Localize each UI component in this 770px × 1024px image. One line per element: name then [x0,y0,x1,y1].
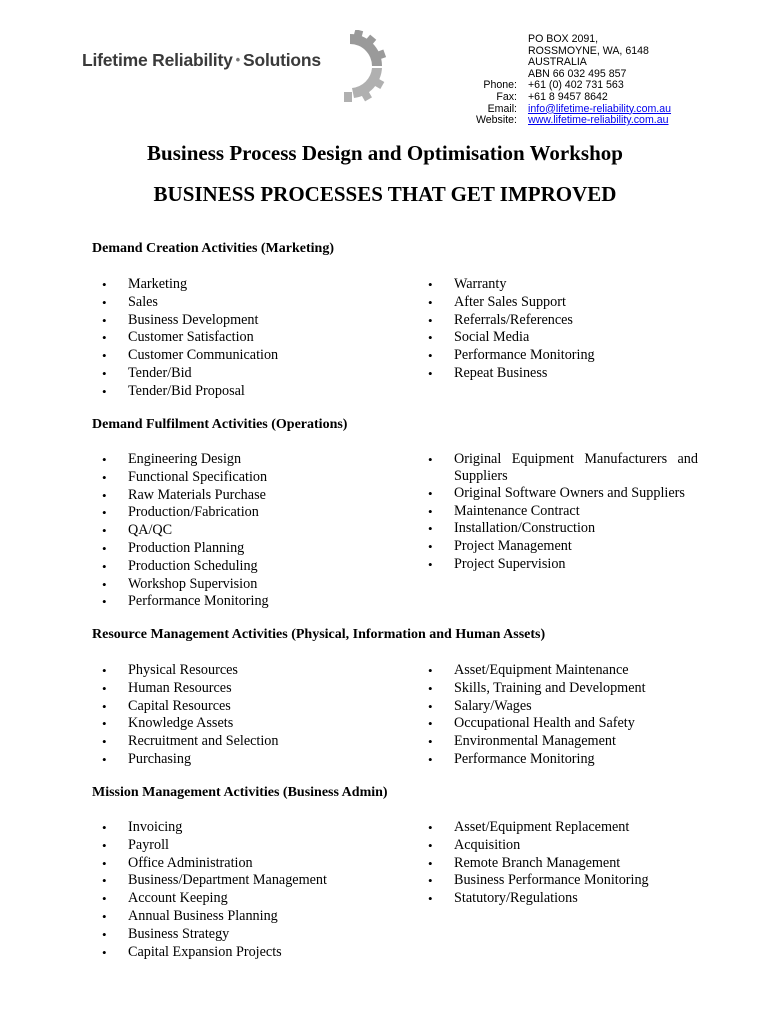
section-heading-mission-management: Mission Management Activities (Business Admin) [92,785,388,800]
list-item: • Original Equipment Manufacturers and Suppliers [418,451,698,485]
list-item: • Recruitment and Selection [92,733,392,751]
list-item: • Account Keeping [92,890,392,908]
section-heading-demand-fulfilment: Demand Fulfilment Activities (Operations) [92,417,348,432]
demand-creation-right-list [418,276,698,383]
address-line: PO BOX 2091, [528,33,599,45]
gear-icon [314,30,386,102]
list-item: • Remote Branch Management [418,855,698,873]
document-title: Business Process Design and Optimisation Workshop [147,141,623,165]
list-item: • Production Scheduling [92,558,392,576]
list-item: • Statutory/Regulations [418,890,698,908]
list-item: • Business Strategy [92,926,392,944]
list-item: • Referrals/References [418,312,698,330]
list-item: • Business Development [92,312,392,330]
logo-separator: • [235,52,240,67]
list-item: • Workshop Supervision [92,576,392,594]
list-item: • Asset/Equipment Replacement [418,819,698,837]
contact-details [528,34,671,127]
list-item: • Capital Expansion Projects [92,944,392,962]
mission-management-right-list [418,819,698,908]
list-item: • Sales [92,294,392,312]
list-item: • Tender/Bid Proposal [92,383,392,401]
company-logo [82,36,387,96]
document-subtitle: BUSINESS PROCESSES THAT GET IMPROVED [153,182,617,206]
list-item: • Functional Specification [92,469,392,487]
resource-management-left-list [92,662,392,769]
abn-line: ABN 66 032 495 857 [528,67,627,80]
list-item: • Social Media [418,329,698,347]
list-item: • QA/QC [92,522,392,540]
list-item: • Business Performance Monitoring [418,872,698,890]
list-item: • Production Planning [92,540,392,558]
list-item: • Physical Resources [92,662,392,680]
list-item: • Performance Monitoring [418,347,698,365]
list-item: • Salary/Wages [418,698,698,716]
list-item: • Asset/Equipment Maintenance [418,662,698,680]
list-item: • Environmental Management [418,733,698,751]
list-item: • Business/Department Management [92,872,392,890]
list-item: • Production/Fabrication [92,504,392,522]
demand-creation-left-list [92,276,392,401]
logo-text-left: Lifetime Reliability [82,50,233,70]
list-item: • Acquisition [418,837,698,855]
list-item: • Tender/Bid [92,365,392,383]
list-item: • Customer Communication [92,347,392,365]
resource-management-right-list [418,662,698,769]
address-line: AUSTRALIA [528,56,587,69]
list-item: • Repeat Business [418,365,698,383]
website-link[interactable]: www.lifetime-reliability.com.au [528,114,669,127]
list-item: • Invoicing [92,819,392,837]
list-item: • Warranty [418,276,698,294]
fax-value: +61 8 9457 8642 [528,90,608,103]
list-item: • Skills, Training and Development [418,680,698,698]
website-label: Website: [475,114,517,127]
logo-wordmark [82,50,321,71]
phone-value: +61 (0) 402 731 563 [528,79,624,92]
demand-fulfilment-right-list [418,451,698,574]
contact-labels [457,34,517,127]
list-item: • Payroll [92,837,392,855]
logo-text-right: Solutions [242,50,321,70]
email-label: Email: [487,102,517,115]
section-heading-demand-creation: Demand Creation Activities (Marketing) [92,241,334,256]
mission-management-left-list [92,819,392,961]
list-item: • Original Software Owners and Suppliers [418,485,698,502]
list-item: • Customer Satisfaction [92,329,392,347]
list-item: • Project Management [418,538,698,556]
list-item: • Annual Business Planning [92,908,392,926]
address-line: ROSSMOYNE, WA, 6148 [528,44,649,57]
list-item: • Purchasing [92,751,392,769]
list-item: • Performance Monitoring [418,751,698,769]
list-item: • Raw Materials Purchase [92,487,392,505]
list-item: • Project Supervision [418,556,698,574]
list-item: • Knowledge Assets [92,715,392,733]
fax-label: Fax: [496,90,517,103]
list-item: • Engineering Design [92,451,392,469]
list-item: • Performance Monitoring [92,593,392,611]
demand-fulfilment-left-list [92,451,392,611]
list-item: • Marketing [92,276,392,294]
section-heading-resource-management: Resource Management Activities (Physical, Information and Human Assets) [92,627,546,642]
letterhead [0,0,770,130]
list-item: • Occupational Health and Safety [418,715,698,733]
list-item: • Capital Resources [92,698,392,716]
list-item: • Human Resources [92,680,392,698]
phone-label: Phone: [483,79,517,92]
list-item: • Office Administration [92,855,392,873]
list-item: • Installation/Construction [418,520,698,538]
list-item: • Maintenance Contract [418,503,698,521]
email-link[interactable]: info@lifetime-reliability.com.au [528,102,672,115]
list-item: • After Sales Support [418,294,698,312]
